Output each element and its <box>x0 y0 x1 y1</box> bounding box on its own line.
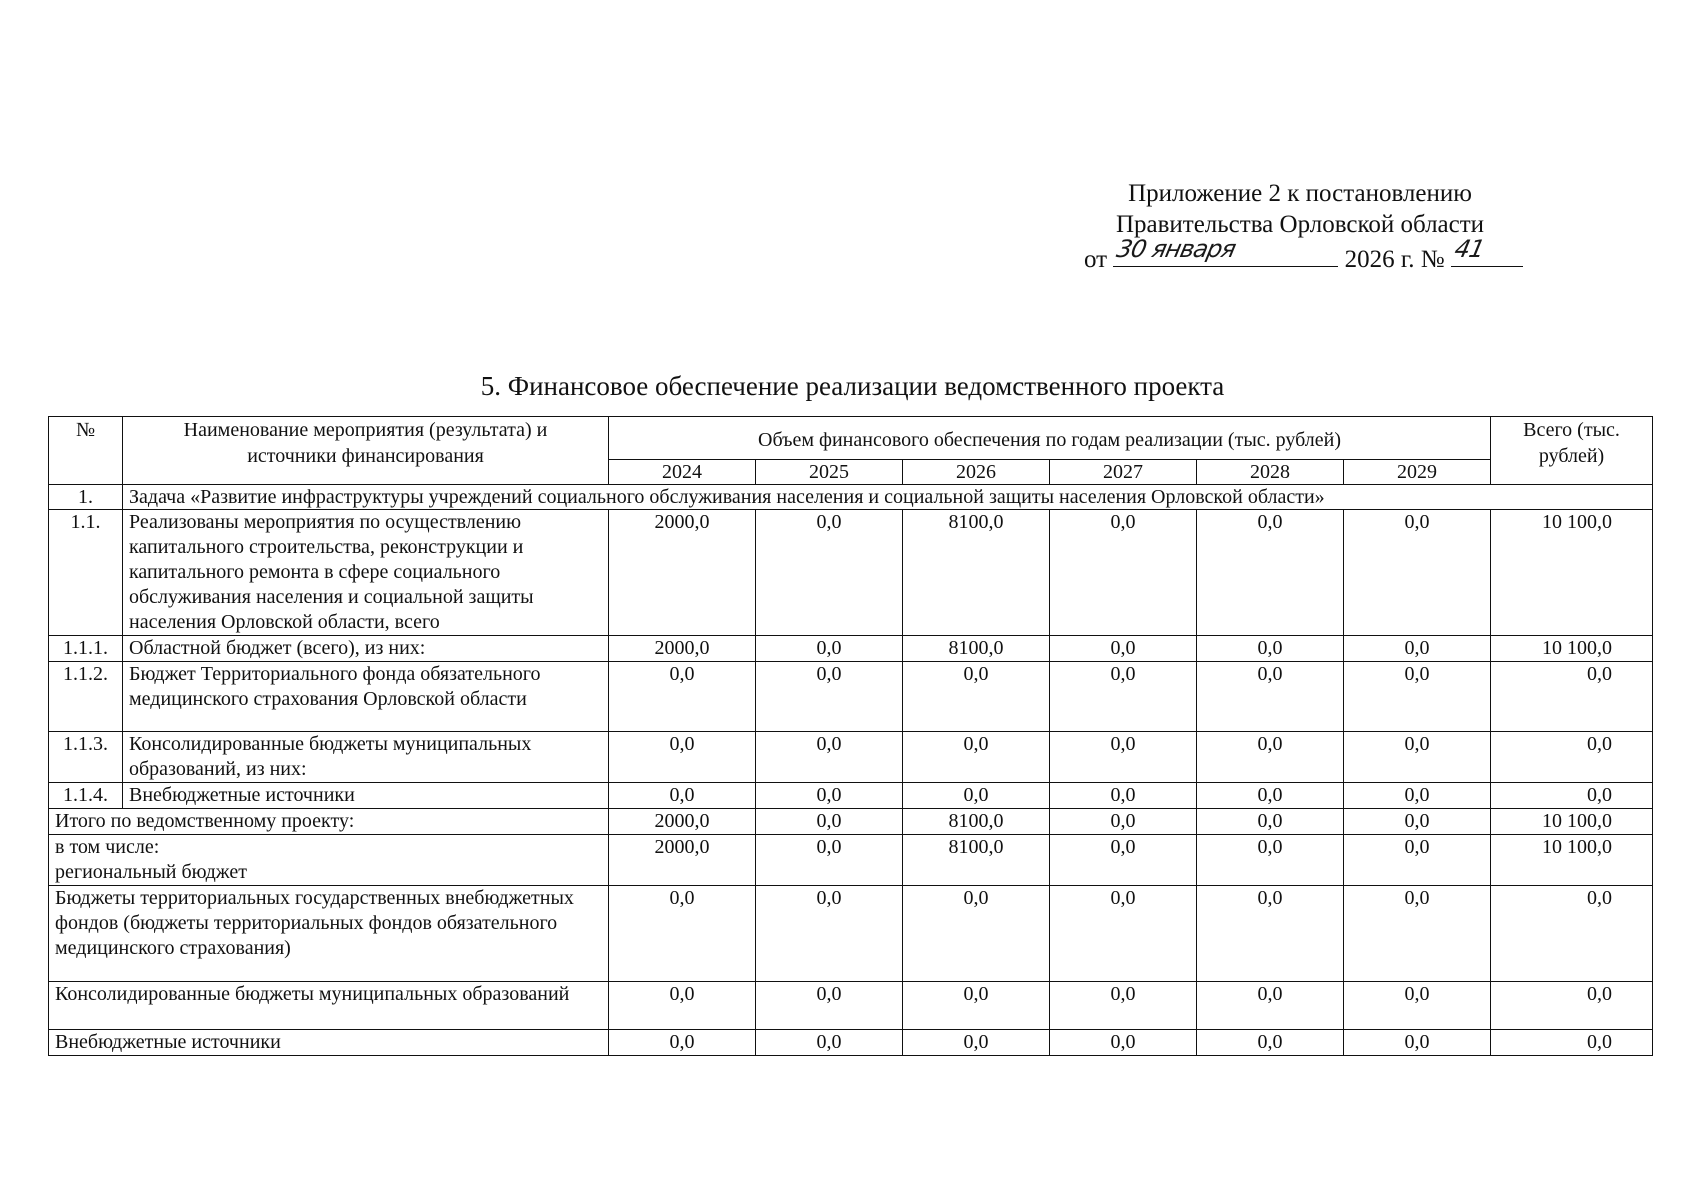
row-value: 0,0 <box>609 783 756 809</box>
row-value: 0,0 <box>1197 783 1344 809</box>
row-value: 2000,0 <box>609 510 756 636</box>
date-field <box>1113 235 1338 267</box>
handwritten-number: 41 <box>1452 235 1487 263</box>
summary-value: 0,0 <box>756 809 903 835</box>
summary-total: 0,0 <box>1491 1030 1653 1056</box>
row-value: 0,0 <box>1197 732 1344 783</box>
row-value: 0,0 <box>903 783 1050 809</box>
row-total: 10 100,0 <box>1491 636 1653 662</box>
table-row <box>49 783 1653 809</box>
year-label: 2026 г. № <box>1344 246 1445 273</box>
appendix-line-2: Правительства Орловской области <box>1115 211 1485 238</box>
document-title: 5. Финансовое обеспечение реализации ведомственного проекта <box>480 371 1225 401</box>
row-value: 0,0 <box>1344 510 1491 636</box>
summary-value: 0,0 <box>1050 982 1197 1030</box>
row-value: 2000,0 <box>609 636 756 662</box>
summary-value: 2000,0 <box>609 835 756 886</box>
row-number: 1.1.1. <box>49 636 123 662</box>
summary-name: в том числе: региональный бюджет <box>49 835 609 886</box>
summary-total: 0,0 <box>1491 886 1653 982</box>
summary-value: 0,0 <box>903 886 1050 982</box>
table-body <box>49 485 1653 1056</box>
header-year: 2027 <box>1050 460 1197 485</box>
number-field <box>1451 235 1523 267</box>
summary-value: 0,0 <box>1197 835 1344 886</box>
summary-value: 0,0 <box>1050 809 1197 835</box>
row-name: Бюджет Территориального фонда обязательного медицинского страхования Орловской области <box>123 662 609 732</box>
header-year: 2025 <box>756 460 903 485</box>
row-value: 0,0 <box>1344 636 1491 662</box>
handwritten-date: 30 января <box>1114 235 1239 263</box>
row-value: 8100,0 <box>903 510 1050 636</box>
row-value: 0,0 <box>1344 662 1491 732</box>
summary-value: 0,0 <box>1197 1030 1344 1056</box>
appendix-line-1: Приложение 2 к постановлению <box>1128 180 1472 207</box>
appendix-header <box>1040 178 1560 275</box>
row-value: 0,0 <box>1050 510 1197 636</box>
table-row <box>49 732 1653 783</box>
summary-row <box>49 835 1653 886</box>
summary-value: 0,0 <box>756 835 903 886</box>
header-total: Всего (тыс. рублей) <box>1491 417 1653 485</box>
row-value: 0,0 <box>1197 636 1344 662</box>
row-number: 1.1.3. <box>49 732 123 783</box>
summary-value: 0,0 <box>756 886 903 982</box>
summary-value: 0,0 <box>1344 886 1491 982</box>
summary-value: 0,0 <box>1197 886 1344 982</box>
from-label: от <box>1084 246 1108 273</box>
summary-name: Консолидированные бюджеты муниципальных образований <box>49 982 609 1030</box>
row-value: 0,0 <box>1050 732 1197 783</box>
row-name: Консолидированные бюджеты муниципальных образований, из них: <box>123 732 609 783</box>
summary-row <box>49 809 1653 835</box>
row-name: Реализованы мероприятия по осуществлению капитального строительства, реконструкции и капитального ремонта в сфере социального обслуживания населения и социальной защиты населения Орловской области, всего <box>123 510 609 636</box>
summary-value: 0,0 <box>609 1030 756 1056</box>
table-row <box>49 510 1653 636</box>
row-total: 0,0 <box>1491 732 1653 783</box>
task-number: 1. <box>49 485 123 510</box>
appendix-date-line <box>1084 235 1560 275</box>
summary-total: 10 100,0 <box>1491 835 1653 886</box>
row-number: 1.1.4. <box>49 783 123 809</box>
table-row <box>49 662 1653 732</box>
header-row <box>49 417 1653 460</box>
financing-table <box>48 416 1653 1056</box>
summary-value: 0,0 <box>903 1030 1050 1056</box>
summary-name: Итого по ведомственному проекту: <box>49 809 609 835</box>
row-total: 0,0 <box>1491 662 1653 732</box>
row-value: 0,0 <box>903 662 1050 732</box>
summary-row <box>49 1030 1653 1056</box>
row-value: 0,0 <box>756 636 903 662</box>
summary-value: 8100,0 <box>903 809 1050 835</box>
row-number: 1.1. <box>49 510 123 636</box>
row-value: 0,0 <box>756 510 903 636</box>
row-value: 0,0 <box>609 662 756 732</box>
header-year: 2024 <box>609 460 756 485</box>
summary-value: 0,0 <box>1197 982 1344 1030</box>
row-total: 0,0 <box>1491 783 1653 809</box>
summary-value: 0,0 <box>1344 809 1491 835</box>
summary-value: 0,0 <box>1197 809 1344 835</box>
summary-row <box>49 982 1653 1030</box>
summary-name: Бюджеты территориальных государственных внебюджетных фондов (бюджеты территориальных фондов обязательного медицинского страхования) <box>49 886 609 982</box>
summary-value: 0,0 <box>609 886 756 982</box>
table-row <box>49 636 1653 662</box>
row-value: 0,0 <box>1197 510 1344 636</box>
row-value: 8100,0 <box>903 636 1050 662</box>
summary-value: 0,0 <box>1344 835 1491 886</box>
header-name: Наименование мероприятия (результата) и источники финансирования <box>123 417 609 485</box>
summary-total: 0,0 <box>1491 982 1653 1030</box>
row-value: 0,0 <box>903 732 1050 783</box>
summary-value: 0,0 <box>756 1030 903 1056</box>
row-number: 1.1.2. <box>49 662 123 732</box>
summary-value: 0,0 <box>1050 835 1197 886</box>
row-value: 0,0 <box>756 662 903 732</box>
row-value: 0,0 <box>756 732 903 783</box>
summary-value: 0,0 <box>903 982 1050 1030</box>
task-row <box>49 485 1653 510</box>
header-volume: Объем финансового обеспечения по годам реализации (тыс. рублей) <box>609 417 1491 460</box>
summary-row <box>49 886 1653 982</box>
row-value: 0,0 <box>1050 783 1197 809</box>
summary-value: 0,0 <box>1344 1030 1491 1056</box>
row-value: 0,0 <box>1197 662 1344 732</box>
summary-value: 8100,0 <box>903 835 1050 886</box>
row-name: Областной бюджет (всего), из них: <box>123 636 609 662</box>
row-value: 0,0 <box>1050 662 1197 732</box>
summary-value: 2000,0 <box>609 809 756 835</box>
summary-value: 0,0 <box>1050 886 1197 982</box>
task-text: Задача «Развитие инфраструктуры учреждений социального обслуживания населения и социальной защиты населения Орловской области» <box>123 485 1653 510</box>
row-value: 0,0 <box>1344 732 1491 783</box>
row-value: 0,0 <box>1050 636 1197 662</box>
summary-total: 10 100,0 <box>1491 809 1653 835</box>
summary-name: Внебюджетные источники <box>49 1030 609 1056</box>
header-year: 2029 <box>1344 460 1491 485</box>
header-no: № <box>49 417 123 485</box>
summary-value: 0,0 <box>609 982 756 1030</box>
row-name: Внебюджетные источники <box>123 783 609 809</box>
header-year: 2028 <box>1197 460 1344 485</box>
summary-value: 0,0 <box>1050 1030 1197 1056</box>
row-total: 10 100,0 <box>1491 510 1653 636</box>
header-year: 2026 <box>903 460 1050 485</box>
row-value: 0,0 <box>1344 783 1491 809</box>
summary-value: 0,0 <box>756 982 903 1030</box>
row-value: 0,0 <box>609 732 756 783</box>
row-value: 0,0 <box>756 783 903 809</box>
summary-value: 0,0 <box>1344 982 1491 1030</box>
